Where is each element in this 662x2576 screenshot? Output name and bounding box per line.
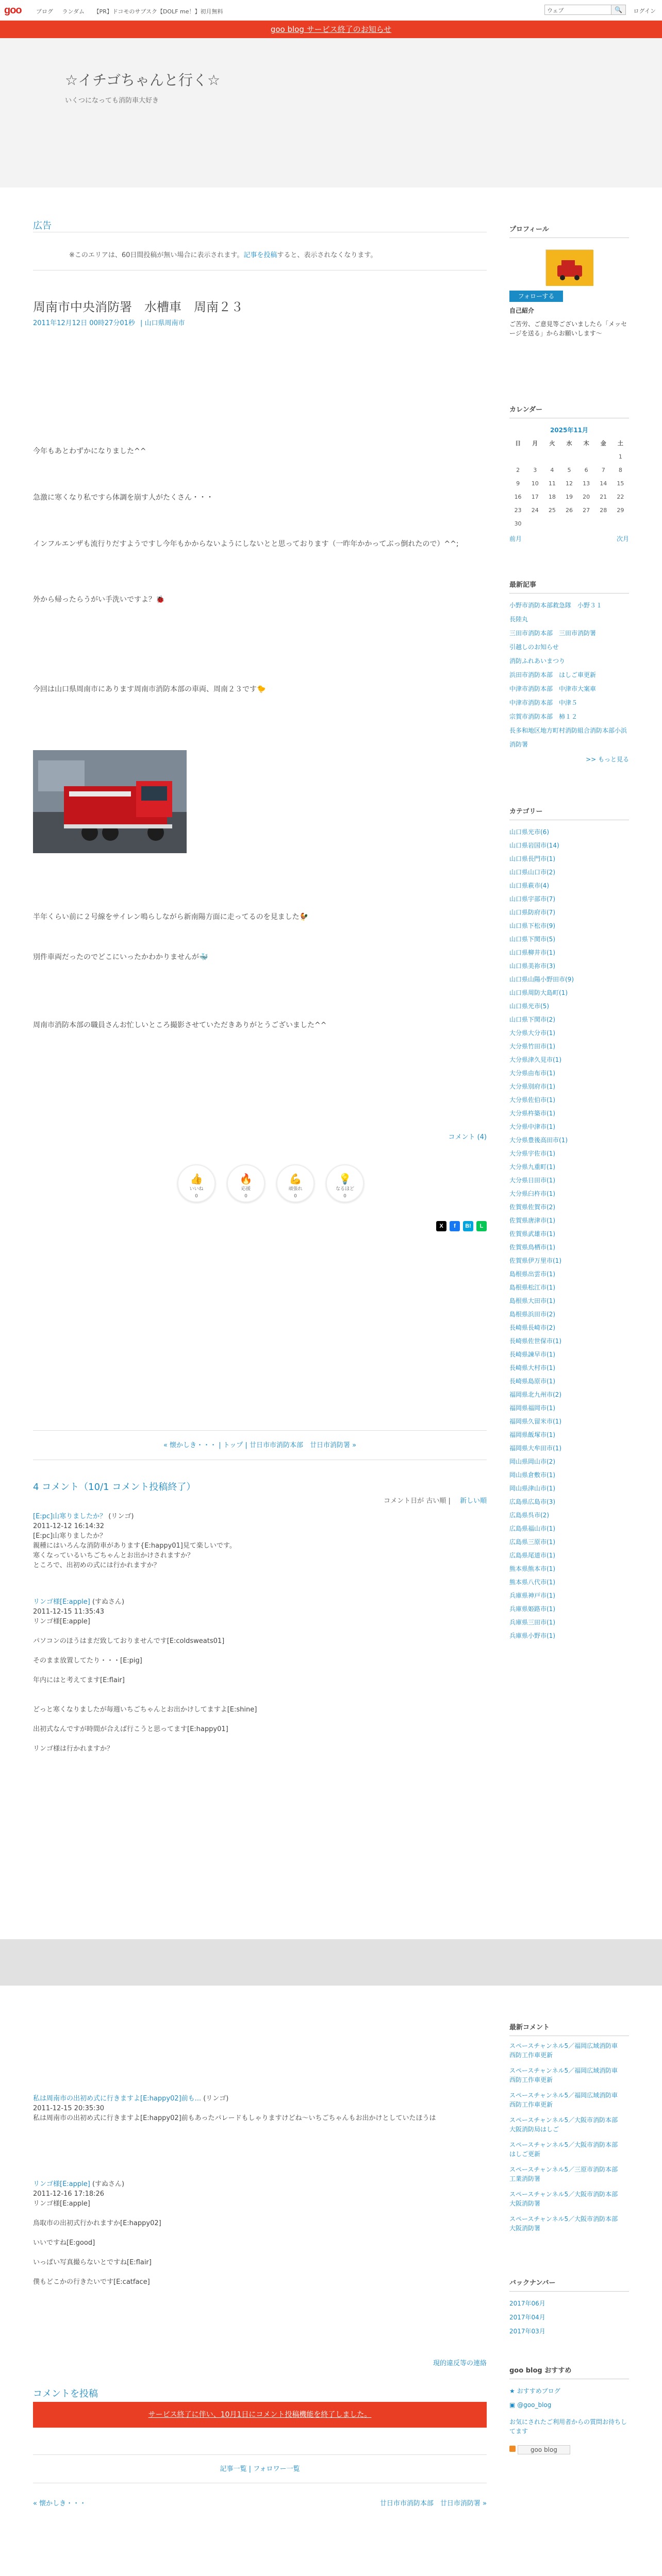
category-link[interactable]: 佐賀県武雄市(1)	[509, 1230, 555, 1238]
category-list	[509, 825, 629, 1642]
calendar-day: 13	[583, 480, 590, 487]
calendar-day	[509, 450, 526, 463]
recent-comment-link[interactable]: スペースチャンネル5／大阪市消防本部 大阪消防署	[509, 2215, 624, 2232]
question-link[interactable]: お気にされたご利用者からの質問お待ちしてます	[509, 2418, 627, 2435]
category-link[interactable]: 山口県宇部市(7)	[509, 895, 555, 903]
comment-line: いいですね[E:good]	[33, 2239, 95, 2247]
blog-header	[0, 38, 662, 188]
entry-paragraph: 急激に寒くなり私ですら体調を崩す人がたくさん・・・	[33, 494, 213, 502]
reaction-label: なるほど	[335, 1187, 354, 1192]
calendar-day: 19	[565, 493, 573, 500]
category-link[interactable]: 熊本県八代市(1)	[509, 1579, 555, 1586]
recent-post-link[interactable]: 宗賀市消防本部 柿１２	[509, 713, 578, 720]
goo-recommend-heading: goo blog おすすめ	[509, 2365, 629, 2379]
share-buttons	[436, 1221, 487, 1231]
comment-sort: コメント日が 古い順 | 新しい順	[384, 1497, 487, 1505]
calendar-day: 16	[514, 493, 522, 500]
follow-button[interactable]: フォローする	[509, 291, 563, 302]
backnumber-link[interactable]: 2017年03月	[509, 2328, 545, 2335]
comment-line: 出初式なんですが時間が合えば行こうと思ってます[E:happy01]	[33, 1725, 228, 1733]
sort-oldest[interactable]: 古い順	[426, 1497, 446, 1505]
entry-date: 2011年12月12日 00時27分01秒	[33, 319, 135, 327]
comment-line: どっと寒くなりましたが毎週いちごちゃんとお出かけしてますよ[E:shine]	[33, 1706, 257, 1714]
calendar-day: 5	[567, 466, 571, 473]
comment-author: (リンゴ)	[108, 1513, 134, 1520]
category-link[interactable]: 大分県臼杵市(1)	[509, 1190, 555, 1197]
goo-recommend-list	[509, 2384, 629, 2457]
category-link[interactable]: 福岡県久留米市(1)	[509, 1418, 561, 1425]
recommend-label: おすすめブログ	[517, 2387, 560, 2395]
ad-note-text-end: すると、表示されなくなります。	[277, 251, 377, 259]
category-link[interactable]: 山口県光市(6)	[509, 828, 549, 836]
recent-comment-link[interactable]: スペースチャンネル5／福岡広域消防車 西防工作車更新	[509, 2067, 624, 2083]
calendar-day: 2	[516, 466, 520, 473]
weekday: 土	[617, 440, 623, 447]
backnumber-link[interactable]: 2017年06月	[509, 2300, 545, 2307]
recent-heading: 最新記事	[509, 579, 629, 594]
reaction-goforit-button[interactable]	[276, 1164, 315, 1202]
intro-title: 自己紹介	[509, 307, 535, 314]
magnifier-icon[interactable]: 🔍	[611, 5, 626, 15]
recent-post-link[interactable]: 長多和地区地方町村消防組合消防本部小浜消防署	[509, 727, 627, 748]
weekday: 日	[515, 440, 521, 447]
comment-author: (すぬさん)	[92, 1598, 125, 1606]
hatena-share-icon[interactable]: B!	[463, 1221, 473, 1231]
calendar-widget	[509, 404, 629, 543]
global-nav	[36, 7, 230, 15]
category-link[interactable]: 福岡県福岡市(1)	[509, 1404, 555, 1412]
facebook-share-icon[interactable]: f	[450, 1221, 460, 1231]
category-link[interactable]: 大分県津久見市(1)	[509, 1056, 561, 1063]
recent-comment-link[interactable]: スペースチャンネル5／大阪市消防本部 大阪消防局はしご	[509, 2116, 624, 2133]
category-link[interactable]: 広島県広島市(3)	[509, 1498, 555, 1505]
category-link[interactable]: 山口県下関市(5)	[509, 936, 555, 943]
backnumber-list	[509, 2297, 629, 2338]
entry-paragraph: 別件車両だったのでどこにいったかわかりませんが🐳	[33, 953, 208, 961]
comments-heading: 4 コメント（10/1 コメント投稿終了）	[33, 1482, 196, 1493]
category-link[interactable]: 佐賀県佐賀市(2)	[509, 1204, 555, 1211]
calendar-day	[543, 450, 560, 463]
avatar-illustration	[546, 250, 593, 286]
category-link[interactable]: 佐賀県唐津市(1)	[509, 1217, 555, 1224]
calendar-day: 21	[600, 493, 607, 500]
calendar-day: 15	[617, 480, 624, 487]
comment-date: 2011-12-15 11:35:43	[33, 1608, 105, 1616]
calendar-day	[578, 517, 595, 530]
calendar-day: 18	[548, 493, 556, 500]
comment-title[interactable]: リンゴ様[E:apple]	[33, 2180, 90, 2188]
nav-random[interactable]: ランダム	[62, 8, 85, 15]
calendar-day	[560, 450, 577, 463]
comment-line: リンゴ様は行かれますか？	[33, 1745, 114, 1753]
category-link[interactable]: 島根県松江市(1)	[509, 1284, 555, 1291]
category-link[interactable]: 広島県呉市(2)	[509, 1512, 549, 1519]
category-link[interactable]: 山口県下松市(9)	[509, 922, 555, 929]
recommend-blog-link[interactable]: ★ おすすめブログ	[509, 2387, 560, 2395]
reaction-count: 0	[343, 1194, 346, 1199]
category-link[interactable]: 福岡県大牟田市(1)	[509, 1445, 561, 1452]
footer-navigation[interactable]: 記事一覧 | フォロワー一覧	[33, 2454, 487, 2483]
comment-line: ところで、出初めの式には行かれますか？	[33, 1562, 160, 1569]
intro-text: ご苦労、ご意見等ございましたら「メッセージを送る」からお願いします〜	[509, 320, 627, 337]
recent-post-link[interactable]: 小野市消防本部救急隊 小野３１	[509, 602, 603, 609]
profile-heading: プロフィール	[509, 224, 629, 238]
category-link[interactable]: 山口県岩国市(14)	[509, 842, 559, 849]
comment-date: 2011-12-15 20:35:30	[33, 2105, 105, 2112]
profile-widget	[509, 224, 629, 338]
calendar-day: 10	[531, 480, 539, 487]
entry-paragraph: 外から帰ったらうがい手洗いですよ？🐞	[33, 596, 165, 604]
calendar-heading: カレンダー	[509, 404, 629, 418]
calendar-day: 1	[618, 453, 622, 460]
prev-next-links	[33, 2498, 487, 2507]
category-link[interactable]: 長崎県諫早市(1)	[509, 1351, 555, 1358]
comment-line: いっぱい写真撮らないとですね[E:flair]	[33, 2259, 152, 2266]
comment-line: 年内にはと考えてます[E:flair]	[33, 1676, 125, 1684]
recent-posts-widget	[509, 579, 629, 764]
category-link[interactable]: 山口県柳井市(1)	[509, 949, 555, 956]
comment-date: 2011-12-12 16:14:32	[33, 1522, 105, 1530]
calendar-day: 6	[584, 466, 588, 473]
report-violation-link[interactable]: 現的違反等の連絡	[433, 2360, 487, 2367]
comment-line: リンゴ様[E:apple]	[33, 1618, 90, 1625]
category-link[interactable]: 広島県福山市(1)	[509, 1525, 555, 1532]
category-link[interactable]: 兵庫県三田市(1)	[509, 1619, 555, 1626]
category-link[interactable]: 岡山県岡山市(2)	[509, 1458, 555, 1465]
calendar-day: 17	[531, 493, 539, 500]
comment-item	[33, 2094, 476, 2123]
calendar-day	[526, 450, 543, 463]
category-link[interactable]: 山口県萩市(4)	[509, 882, 549, 889]
fire-truck-image	[33, 750, 187, 853]
entry-paragraph: 今回は山口県周南市にあります周南市消防本部の車両、周南２３です🐤	[33, 685, 266, 693]
comment-closed-notice[interactable]: サービス終了に伴い、10月1日にコメント投稿機能を終了しました。	[33, 2402, 487, 2428]
entry-title[interactable]: 周南市中央消防署 水槽車 周南２３	[33, 300, 243, 314]
entry-paragraph: 今年もあとわずかになりました^^	[33, 447, 146, 455]
muscle-icon: 💪	[289, 1173, 302, 1185]
recent-comment-link[interactable]: スペースチャンネル5／大阪市消防本部 はしご更新	[509, 2141, 624, 2158]
category-link[interactable]: 長崎県島原市(1)	[509, 1378, 555, 1385]
entry-paragraph: 半年くらい前に２号線をサイレン鳴らしながら新南陽方面に走ってるのを見ました🐓	[33, 913, 309, 921]
entry-paragraph: インフルエンザも流行りだすようですし今年もかからないようにしないとと思っております（一昨年かかってぶっ倒れたので）^^;	[33, 540, 459, 548]
calendar-day: 22	[617, 493, 624, 500]
recent-post-link[interactable]: 中津市消防本部 中津市大案車	[509, 685, 597, 692]
calendar-day: 12	[565, 480, 573, 487]
search-scope-select[interactable]: ウェブ	[544, 5, 611, 15]
recent-comment-link[interactable]: スペースチャンネル5／福岡広域消防車 西防工作車更新	[509, 2042, 624, 2059]
recent-comments-widget	[509, 2022, 629, 2239]
category-link[interactable]: 大分県竹田市(1)	[509, 1043, 555, 1050]
goo-logo[interactable]: goo	[4, 5, 22, 16]
calendar-day	[612, 517, 629, 530]
category-link[interactable]: 島根県浜田市(2)	[509, 1311, 555, 1318]
category-link[interactable]: 大分県豊後高田市(1)	[509, 1137, 568, 1144]
reaction-count: 0	[195, 1194, 198, 1199]
overlay-band	[0, 1939, 662, 1986]
reaction-label: 頑張れ	[288, 1187, 303, 1192]
avatar[interactable]	[545, 249, 593, 285]
category-link[interactable]: 兵庫県小野市(1)	[509, 1632, 555, 1639]
blog-title[interactable]: ☆イチゴちゃんと行く☆	[65, 72, 221, 89]
comment-line: [E:pc]山寒りましたか？	[33, 1532, 107, 1540]
ad-heading: 広告	[33, 221, 52, 231]
reaction-count: 0	[294, 1194, 297, 1199]
category-link[interactable]: 大分県由布市(1)	[509, 1070, 555, 1077]
nav-pr[interactable]: 【PR】ドコモのサブスク【DOLF me！】初月無料	[93, 8, 223, 15]
comment-title[interactable]: 私は周南市の出初め式に行きますよ[E:happy02]前も...	[33, 2095, 202, 2103]
recent-comment-link[interactable]: スペースチャンネル5／福岡広域消防車 西防工作車更新	[509, 2092, 624, 2108]
twitter-label: @goo_blog	[517, 2401, 552, 2409]
entry-paragraph: 周南市消防本部の職員さんお忙しいところ撮影させていただきありがとうございました^^	[33, 1021, 327, 1029]
line-share-icon[interactable]: L	[476, 1221, 487, 1231]
post-article-link[interactable]: 記事を投稿	[243, 251, 277, 259]
calendar-month: 2025年11月	[550, 427, 589, 434]
comment-item	[33, 1597, 476, 1754]
category-link[interactable]: 山口県光市(5)	[509, 1003, 549, 1010]
comment-count-link[interactable]: コメント (4)	[448, 1133, 487, 1141]
sort-newest[interactable]: 新しい順	[459, 1497, 487, 1505]
calendar-day: 4	[550, 466, 554, 473]
category-link[interactable]: 山口県下関市(2)	[509, 1016, 555, 1023]
twitter-link[interactable]: ▣ @goo_blog	[509, 2401, 552, 2409]
category-link[interactable]: 岡山県津山市(1)	[509, 1485, 555, 1492]
more-posts-link[interactable]: >> もっと見る	[586, 756, 629, 763]
calendar-day: 7	[601, 466, 605, 473]
category-link[interactable]: 島根県大田市(1)	[509, 1297, 555, 1304]
category-link[interactable]: 島根県出雲市(1)	[509, 1270, 555, 1278]
comment-author: (リンゴ)	[203, 2095, 229, 2103]
calendar-day: 26	[565, 506, 573, 514]
ad-note	[69, 249, 377, 259]
entry-category-link[interactable]: 山口県周南市	[144, 319, 185, 327]
calendar-day	[578, 450, 595, 463]
category-link[interactable]: 広島県尾道市(1)	[509, 1552, 555, 1559]
comment-line: パソコンのほうはまだ致しておりませんです[E:coldsweats01]	[33, 1637, 225, 1645]
calendar-day	[560, 517, 577, 530]
calendar-day: 11	[548, 480, 556, 487]
comment-line: 僕もどこかの行きたいです[E:catface]	[33, 2278, 150, 2286]
category-link[interactable]: 大分県九重町(1)	[509, 1163, 555, 1171]
category-link[interactable]: 山口県美祢市(3)	[509, 962, 555, 970]
recent-post-link[interactable]: 中津市消防本部 中津５	[509, 699, 578, 706]
backnumber-link[interactable]: 2017年04月	[509, 2314, 545, 2321]
ad-note-text: ※このエリアは、60日間投稿が無い場合に表示されます。	[69, 251, 244, 259]
comment-line: リンゴ様[E:apple]	[33, 2200, 90, 2208]
reaction-label: いいね	[189, 1187, 204, 1192]
comment-item	[33, 1512, 476, 1570]
blog-description: いくつになっても消防車大好き	[65, 97, 159, 105]
category-link[interactable]: 長崎県長崎市(2)	[509, 1324, 555, 1331]
flame-icon: 🔥	[239, 1173, 253, 1185]
comment-line: 寒くなっているいちごちゃんとお出かけされますか？	[33, 1552, 194, 1560]
calendar-day	[595, 450, 612, 463]
category-link[interactable]: 山口県山口市(2)	[509, 869, 555, 876]
category-link[interactable]: 広島県三原市(1)	[509, 1538, 555, 1546]
comment-line: 鳥取市の出初式行かれますか[E:happy02]	[33, 2219, 161, 2227]
global-header	[0, 0, 662, 21]
category-link[interactable]: 大分県杵築市(1)	[509, 1110, 555, 1117]
category-link[interactable]: 大分県別府市(1)	[509, 1083, 555, 1090]
calendar-day: 14	[600, 480, 607, 487]
calendar-table	[509, 426, 629, 530]
reaction-cheer-button[interactable]	[227, 1164, 265, 1202]
categories-widget	[509, 806, 629, 1642]
category-link[interactable]: 山口県周防大島町(1)	[509, 989, 568, 996]
comment-title[interactable]: リンゴ様[E:apple]	[33, 1598, 90, 1606]
category-link[interactable]: 佐賀県鳥栖市(1)	[509, 1244, 555, 1251]
nav-blog[interactable]: ブログ	[36, 8, 53, 15]
category-link[interactable]: 長崎県大村市(1)	[509, 1364, 555, 1371]
comment-line: 私は周南市の出初め式に行きますよ[E:happy02]前もあったパレードもしゃりますけどね～いちごちゃんもお出かけとしていたほうは	[33, 2114, 436, 2122]
category-link[interactable]: 福岡県飯塚市(1)	[509, 1431, 555, 1438]
category-link[interactable]: 兵庫県姫路市(1)	[509, 1605, 555, 1613]
prev-article-link[interactable]: « 懐かしき・・・	[33, 2500, 87, 2507]
reaction-count: 0	[244, 1194, 247, 1199]
next-month-link[interactable]: 次月	[616, 535, 629, 543]
rss-icon	[509, 2446, 516, 2452]
category-link[interactable]: 大分県佐伯市(1)	[509, 1096, 555, 1104]
calendar-day: 28	[600, 506, 607, 514]
recent-post-link[interactable]: 三田市消防本部 三田市消防署	[509, 630, 597, 637]
x-share-icon[interactable]: X	[436, 1221, 446, 1231]
categories-heading: カテゴリー	[509, 806, 629, 820]
calendar-day: 9	[516, 480, 520, 487]
login-link[interactable]: ログイン	[633, 8, 656, 14]
comment-title[interactable]: [E:pc]山寒りましたか？	[33, 1513, 107, 1520]
comment-item	[33, 2179, 476, 2287]
service-end-notice[interactable]: goo blog サービス終了のお知らせ	[0, 21, 662, 38]
category-link[interactable]: 山口県長門市(1)	[509, 855, 555, 862]
weekday: 金	[600, 440, 606, 447]
category-link[interactable]: 佐賀県伊万里市(1)	[509, 1257, 561, 1264]
weekday: 火	[549, 440, 555, 447]
calendar-day	[543, 517, 560, 530]
goo-recommend-widget	[509, 2365, 629, 2457]
calendar-day: 29	[617, 506, 624, 514]
category-link[interactable]: 大分県中津市(1)	[509, 1123, 555, 1130]
calendar-day: 25	[548, 506, 556, 514]
comment-line: 親種にはいろんな消防車があります{E:happy01]見て楽しいです。	[33, 1542, 236, 1550]
category-link[interactable]: 兵庫県神戸市(1)	[509, 1592, 555, 1599]
rss-label: goo blog	[518, 2445, 570, 2454]
category-link[interactable]: 大分県日田市(1)	[509, 1177, 555, 1184]
category-link[interactable]: 岡山県倉敷市(1)	[509, 1471, 555, 1479]
calendar-day: 8	[618, 466, 622, 473]
global-search	[544, 5, 626, 15]
reaction-label: 応援	[241, 1187, 251, 1192]
lightbulb-icon: 💡	[338, 1173, 352, 1185]
category-link[interactable]: 大分県大分市(1)	[509, 1029, 555, 1037]
recent-list	[509, 599, 629, 752]
thumbs-up-icon: 👍	[190, 1173, 203, 1185]
recent-comments-list	[509, 2041, 629, 2233]
recent-post-link[interactable]: 長陸丸	[509, 616, 528, 623]
calendar-day: 23	[514, 506, 522, 514]
prev-month-link[interactable]: 前月	[509, 535, 522, 543]
category-link[interactable]: 長崎県佐世保市(1)	[509, 1337, 561, 1345]
comment-date: 2011-12-16 17:18:26	[33, 2190, 105, 2198]
recent-comments-heading: 最新コメント	[509, 2022, 629, 2036]
reaction-like-button[interactable]	[177, 1164, 216, 1202]
comment-author: (すぬさん)	[92, 2180, 125, 2188]
calendar-day: 20	[583, 493, 590, 500]
reaction-buttons	[177, 1164, 364, 1202]
calendar-day: 3	[533, 466, 537, 473]
sort-label: コメント日が	[384, 1497, 424, 1505]
post-comment-heading: コメントを投稿	[33, 2388, 98, 2399]
calendar-day: 27	[583, 506, 590, 514]
next-article-link[interactable]: 廿日市市消防本部 廿日市消防署 »	[379, 2500, 487, 2507]
comment-line: そのまま放置してたり・・・[E:pig]	[33, 1657, 142, 1665]
category-link[interactable]: 山口県防府市(7)	[509, 909, 555, 916]
category-link[interactable]: 大分県宇佐市(1)	[509, 1150, 555, 1157]
entry-meta: 2011年12月12日 00時27分01秒 | 山口県周南市	[33, 319, 185, 327]
recent-comment-link[interactable]: スペースチャンネル5／大阪市消防本部 大阪消防署	[509, 2191, 624, 2207]
reaction-indeed-button[interactable]	[326, 1164, 364, 1202]
calendar-day	[595, 517, 612, 530]
weekday: 木	[583, 440, 589, 447]
category-link[interactable]: 熊本県熊本市(1)	[509, 1565, 555, 1572]
category-link[interactable]: 山口県山陽小野田市(9)	[509, 976, 574, 983]
calendar-day: 24	[531, 506, 539, 514]
category-link[interactable]: 福岡県北九州市(2)	[509, 1391, 561, 1398]
recent-comment-link[interactable]: スペースチャンネル5／三原市消防本部 工業消防署	[509, 2166, 624, 2182]
fire-truck-photo[interactable]	[33, 750, 187, 853]
calendar-day: 30	[514, 520, 522, 527]
calendar-day	[526, 517, 543, 530]
recent-post-link[interactable]: 浜田市消防本部 はしご車更新	[509, 671, 597, 679]
recent-post-link[interactable]: 消防ふれあいまつり	[509, 657, 566, 665]
post-navigation[interactable]: « 懐かしき・・・ | トップ | 廿日市市消防本部 廿日市消防署 »	[33, 1430, 487, 1460]
weekday: 月	[532, 440, 538, 447]
weekday: 水	[566, 440, 572, 447]
backnumber-heading: バックナンバー	[509, 2277, 629, 2292]
recent-post-link[interactable]: 引越しのお知らせ	[509, 643, 559, 651]
backnumber-widget	[509, 2277, 629, 2338]
calendar-nav	[509, 534, 629, 543]
rss-button[interactable]	[509, 2443, 629, 2457]
